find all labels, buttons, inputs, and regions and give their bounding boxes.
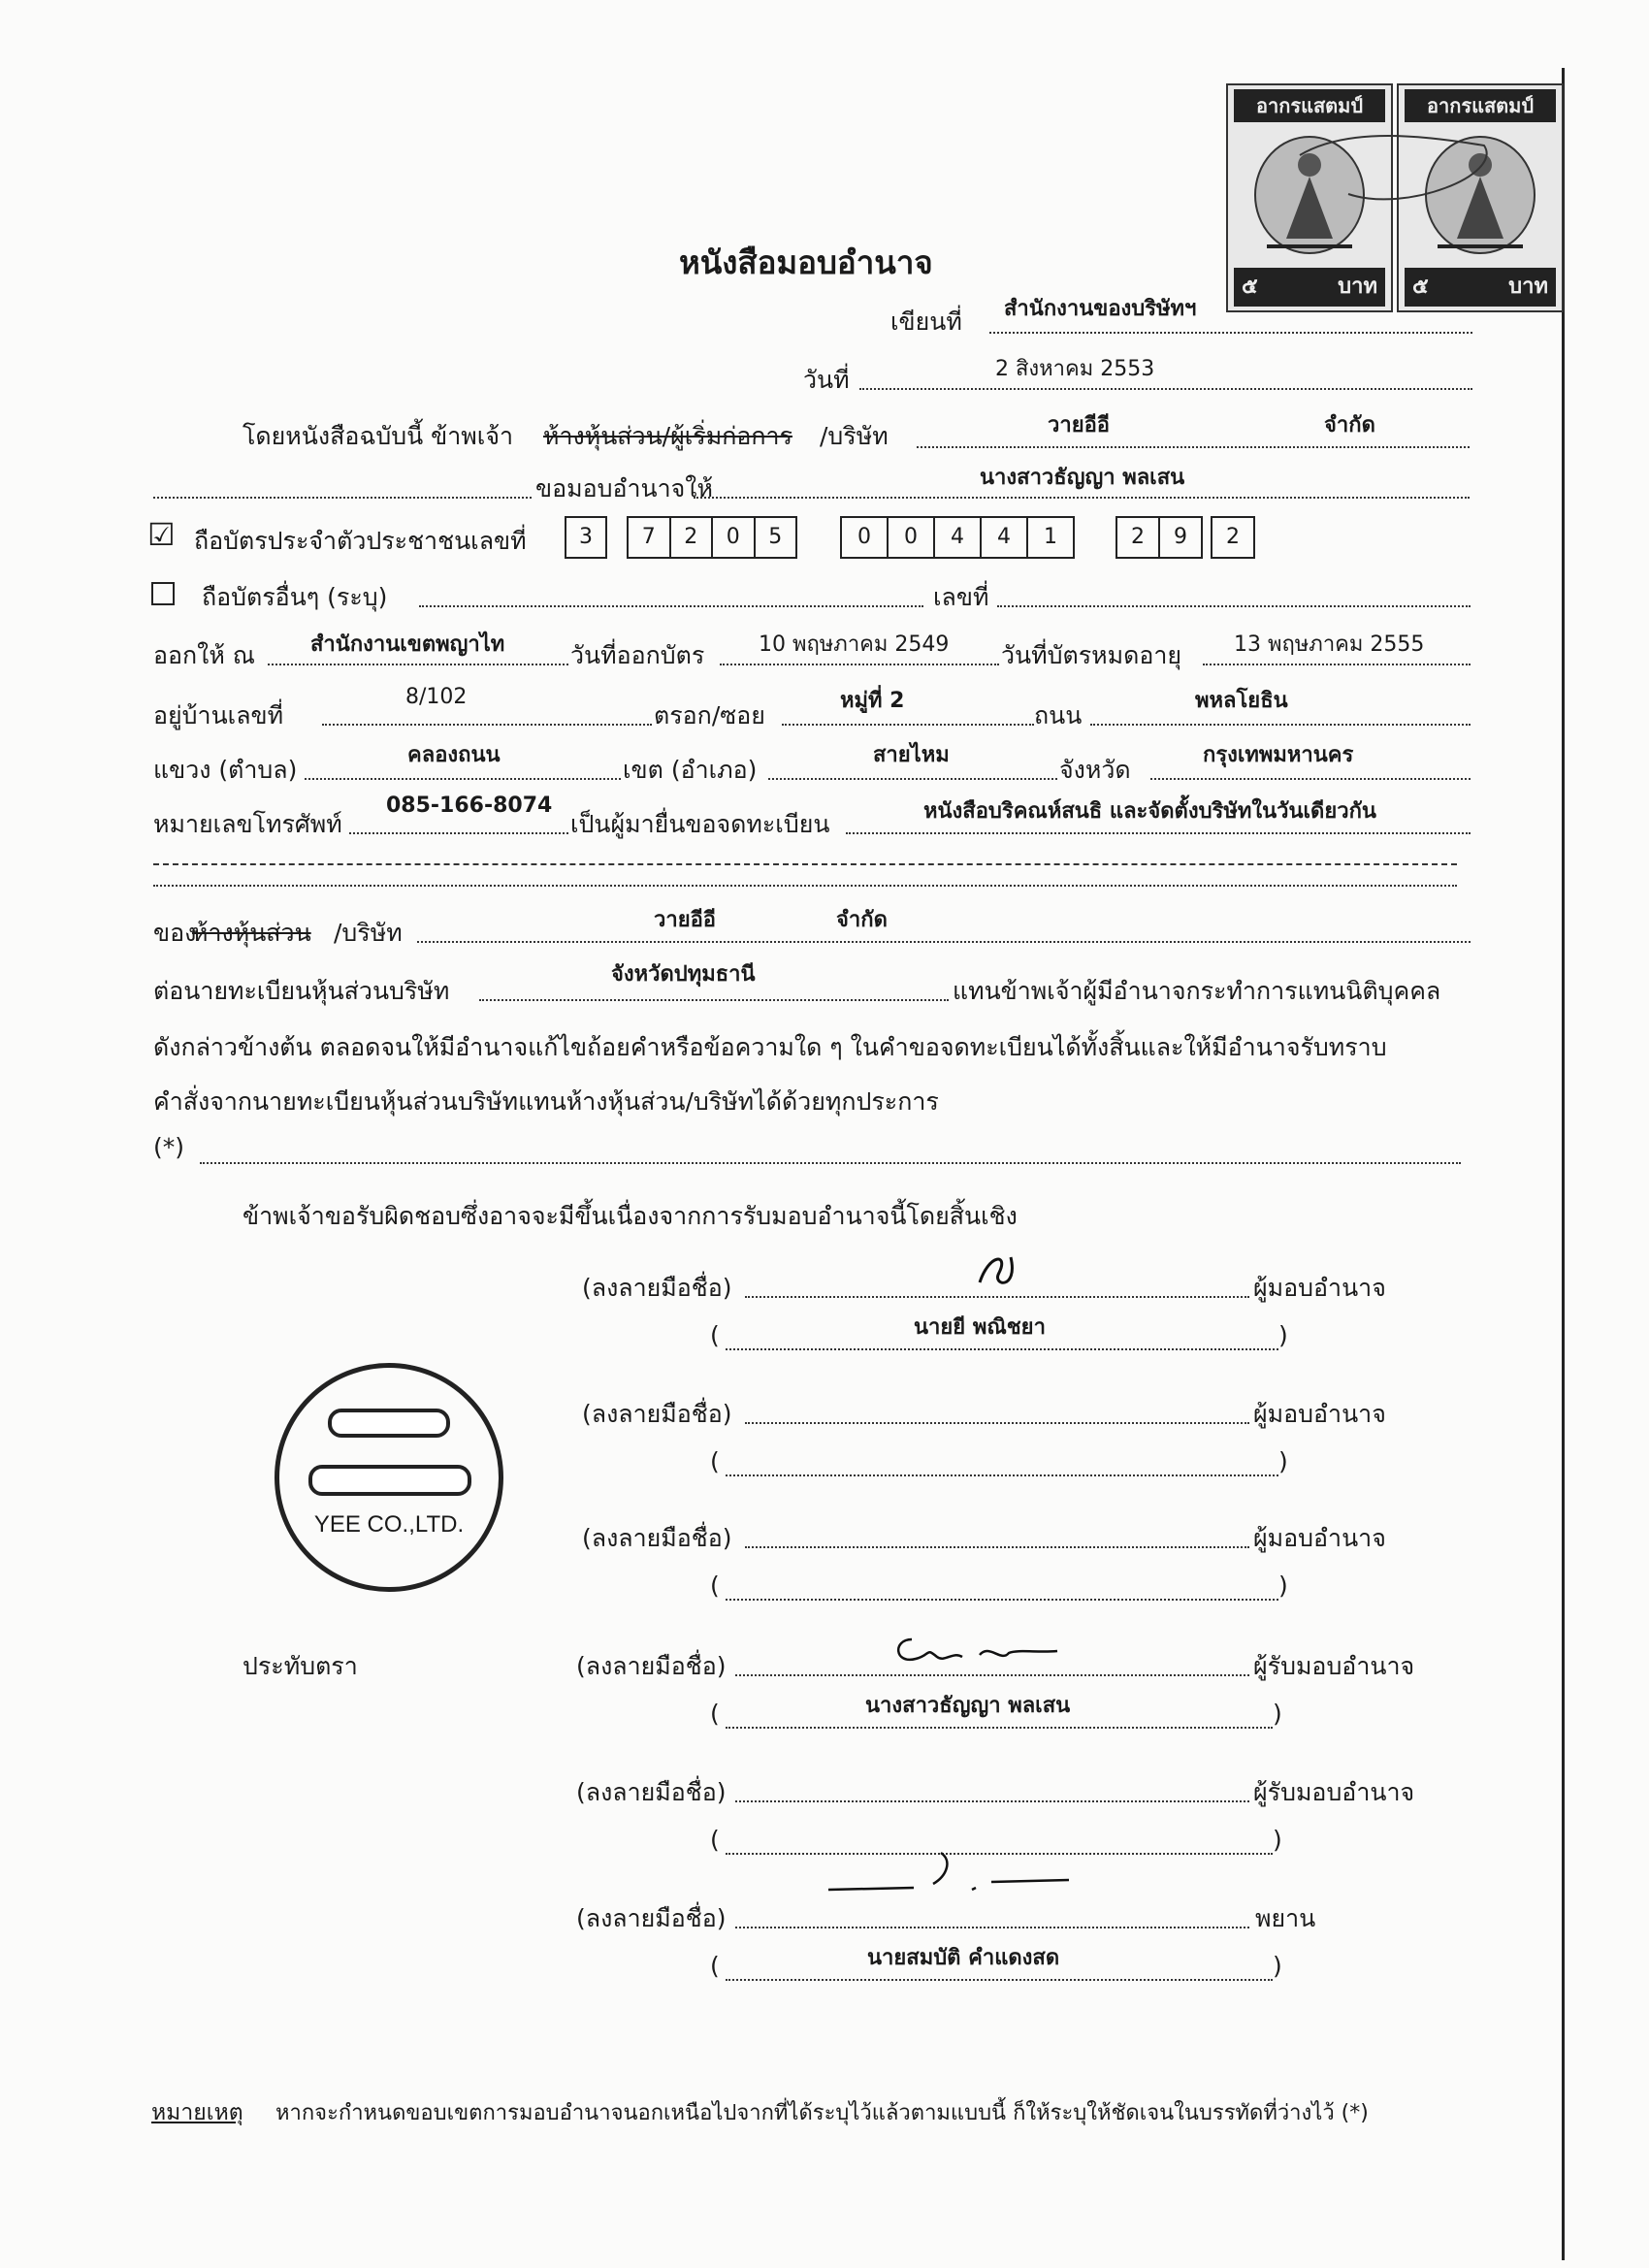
note-label: หมายเหตุ	[151, 2100, 243, 2125]
id-box-group-1	[565, 516, 607, 559]
stamp-footer	[1405, 268, 1556, 307]
id-box-group-5	[1211, 516, 1255, 559]
id-digit: 2	[1117, 518, 1160, 557]
purpose-value: หนังสือบริคณห์สนธิ และจัดตั้งบริษัทในวันเดียวกัน	[923, 799, 1376, 824]
body-line-2: คำสั่งจากนายทะเบียนหุ้นส่วนบริษัทแทนห้างหุ้นส่วน/บริษัทได้ด้วยทุกประการ	[153, 1087, 939, 1116]
id-box-group-2	[627, 516, 797, 559]
expire-date-line	[1203, 664, 1471, 665]
body-line-1: ดังกล่าวข้างต้น ตลอดจนให้มีอำนาจแก้ไขถ้อยคำหรือข้อความใด ๆ ในคำขอจดทะเบียนได้ทั้งสิ้นและให้มีอำนาจรับทราบ	[153, 1033, 1387, 1061]
grant-prefix: โดยหนังสือฉบับนี้ ข้าพเจ้า	[242, 422, 514, 450]
of-company-name: วายอีอี	[654, 908, 717, 932]
sign-paren-close-5: )	[1273, 1826, 1282, 1854]
soi-line	[782, 724, 1034, 726]
grantee-name: นางสาวธัญญา พลเสน	[980, 466, 1185, 490]
sign-name-1: นายยี พณิชยา	[914, 1315, 1046, 1340]
written-at-value: สำนักงานของบริษัทฯ	[1004, 297, 1197, 321]
sign-name-4: นางสาวธัญญา พลเสน	[865, 1694, 1071, 1718]
of-company-prefix: ของ	[153, 919, 197, 947]
sign-paren-open-1: (	[710, 1321, 720, 1349]
district-value: สายไหม	[873, 743, 950, 767]
phone-line	[349, 832, 568, 834]
house-no-value: 8/102	[405, 685, 468, 709]
sign-role-4: ผู้รับมอบอำนาจ	[1253, 1652, 1415, 1680]
id-card-label: ถือบัตรประจำตัวประชาชนเลขที่	[194, 527, 527, 555]
sign-name-line-1	[726, 1348, 1278, 1350]
registrar-tail: แทนข้าพเจ้าผู้มีอำนาจกระทำการแทนนิติบุคคล	[953, 977, 1441, 1005]
of-company-suffix: /บริษัท	[334, 919, 403, 947]
phone-value: 085-166-8074	[386, 794, 553, 818]
road-label: ถนน	[1034, 701, 1083, 729]
responsibility-text: ข้าพเจ้าขอรับผิดชอบซึ่งอาจจะมีขึ้นเนื่องจากการรับมอบอำนาจนี้โดยสิ้นเชิง	[242, 1202, 1018, 1230]
page-edge	[1562, 68, 1565, 2260]
sign-paren-open-5: (	[710, 1826, 720, 1854]
issue-at-label: ออกให้ ณ	[153, 641, 255, 669]
id-box-group-3	[840, 516, 1075, 559]
stamp-value: ๕	[1242, 275, 1258, 299]
sign-paren-close-2: )	[1278, 1447, 1288, 1475]
company-seal	[275, 1363, 503, 1592]
sign-label-4: (ลงลายมือชื่อ)	[576, 1652, 727, 1680]
written-at-line	[989, 332, 1472, 334]
stamp-unit: บาท	[1508, 275, 1548, 299]
date-value: 2 สิงหาคม 2553	[995, 357, 1155, 381]
blank-line-1	[153, 863, 1457, 865]
sign-paren-open-6: (	[710, 1952, 720, 1980]
grant-leading-line	[153, 497, 532, 499]
house-no-line	[322, 724, 652, 726]
sign-label-2: (ลงลายมือชื่อ)	[582, 1400, 732, 1428]
id-digit: 3	[579, 525, 593, 549]
asterisk-marker: (*)	[153, 1133, 185, 1161]
province-line	[1150, 778, 1471, 780]
phone-label: หมายเลขโทรศัพท์	[153, 810, 342, 838]
id-digit: 4	[935, 518, 982, 557]
sign-line-5	[735, 1800, 1249, 1802]
id-digit: 9	[1174, 525, 1187, 549]
stamp-header: อากรแสตมป์	[1405, 89, 1556, 122]
sign-line-6	[735, 1927, 1249, 1928]
signature-4	[892, 1630, 1067, 1672]
subdistrict-value: คลองถนน	[407, 743, 501, 767]
sign-paren-close-3: )	[1278, 1571, 1288, 1600]
id-digit: 0	[889, 518, 935, 557]
registrar-label: ต่อนายทะเบียนหุ้นส่วนบริษัท	[153, 977, 450, 1005]
other-card-line	[419, 605, 923, 607]
soi-label: ตรอก/ซอย	[654, 701, 765, 729]
sign-line-2	[745, 1422, 1249, 1424]
purpose-label: เป็นผู้มายื่นขอจดทะเบียน	[570, 810, 830, 838]
seal-bar-top	[328, 1409, 450, 1438]
registrar-line	[479, 999, 949, 1001]
issue-date-line	[720, 664, 999, 665]
signature-1	[970, 1244, 1028, 1298]
id-digit: 1	[1044, 525, 1057, 549]
district-label: เขต (อำเภอ)	[623, 756, 758, 784]
id-box-group-4	[1116, 516, 1203, 559]
issue-at-value: สำนักงานเขตพญาไท	[310, 632, 505, 657]
blank-line-2	[153, 885, 1457, 887]
sign-role-3: ผู้มอบอำนาจ	[1253, 1524, 1386, 1552]
sign-paren-open-3: (	[710, 1571, 720, 1600]
sign-role-5: ผู้รับมอบอำนาจ	[1253, 1778, 1415, 1806]
expire-date-label: วันที่บัตรหมดอายุ	[1001, 641, 1182, 669]
sign-name-line-3	[726, 1599, 1278, 1601]
sign-line-4	[735, 1674, 1249, 1676]
other-card-no-line	[997, 605, 1471, 607]
issue-at-line	[268, 664, 568, 665]
other-card-label: ถือบัตรอื่นๆ (ระบุ)	[202, 583, 388, 611]
signature-6	[826, 1847, 1069, 1901]
house-no-label: อยู่บ้านเลขที่	[153, 701, 284, 729]
note-text: หากจะกำหนดขอบเขตการมอบอำนาจนอกเหนือไปจากที่ได้ระบุไว้แล้วตามแบบนี้ ก็ให้ระบุให้ชัดเจนในบรรทัดที่ว่างไว้ (*)	[275, 2101, 1369, 2125]
sign-paren-close-1: )	[1278, 1321, 1288, 1349]
asterisk-line	[200, 1162, 1461, 1164]
subdistrict-label: แขวง (ตำบล)	[153, 756, 298, 784]
id-card-checkbox[interactable]: ☑	[147, 516, 176, 553]
sign-label-5: (ลงลายมือชื่อ)	[576, 1778, 727, 1806]
sign-label-6: (ลงลายมือชื่อ)	[576, 1904, 727, 1932]
sign-paren-close-4: )	[1273, 1700, 1282, 1728]
id-digit: 0	[842, 518, 889, 557]
stamp-unit: บาท	[1338, 275, 1377, 299]
written-at-label: เขียนที่	[890, 308, 962, 336]
issue-date-value: 10 พฤษภาคม 2549	[759, 632, 950, 657]
stamp-value: ๕	[1412, 275, 1429, 299]
of-company-line	[417, 941, 1471, 943]
moo-value: หมู่ที่ 2	[840, 689, 905, 713]
date-label: วันที่	[803, 366, 850, 394]
grant-company-name: วายอีอี	[1048, 413, 1111, 437]
sign-label-1: (ลงลายมือชื่อ)	[582, 1274, 732, 1302]
province-value: กรุงเทพมหานคร	[1203, 743, 1354, 767]
purpose-line	[846, 832, 1471, 834]
page-title: หนังสือมอบอำนาจ	[679, 243, 933, 281]
grant-company-label: /บริษัท	[820, 422, 889, 450]
sign-role-1: ผู้มอบอำนาจ	[1253, 1274, 1386, 1302]
sign-name-line-2	[726, 1474, 1278, 1476]
other-card-checkbox[interactable]	[151, 582, 175, 605]
province-label: จังหวัด	[1059, 756, 1131, 784]
sign-name-line-4	[726, 1727, 1273, 1729]
seal-label: YEE CO.,LTD.	[313, 1511, 465, 1538]
sign-line-3	[745, 1546, 1249, 1548]
district-line	[768, 778, 1057, 780]
seal-caption: ประทับตรา	[242, 1652, 358, 1680]
stamp-footer	[1234, 268, 1385, 307]
date-line	[859, 388, 1472, 390]
seal-bar-bottom	[308, 1465, 471, 1496]
sign-paren-close-6: )	[1273, 1952, 1282, 1980]
stamp-header: อากรแสตมป์	[1234, 89, 1385, 122]
sign-name-6: นายสมบัติ คำแดงสด	[867, 1946, 1060, 1970]
sign-paren-open-2: (	[710, 1447, 720, 1475]
grantee-line	[694, 497, 1470, 499]
road-line	[1090, 724, 1471, 726]
grant-company-line	[917, 446, 1470, 448]
registrar-value: จังหวัดปทุมธานี	[611, 962, 756, 987]
sign-role-6: พยาน	[1255, 1904, 1316, 1932]
id-digit: 5	[768, 525, 783, 549]
expire-date-value: 13 พฤษภาคม 2555	[1234, 632, 1425, 657]
of-company-name-suffix: จำกัด	[836, 908, 888, 932]
sign-role-2: ผู้มอบอำนาจ	[1253, 1400, 1386, 1428]
issue-date-label: วันที่ออกบัตร	[570, 641, 705, 669]
id-digit: 7	[629, 518, 671, 557]
id-digit: 4	[982, 518, 1028, 557]
id-digit: 2	[671, 518, 714, 557]
sign-label-3: (ลงลายมือชื่อ)	[582, 1524, 732, 1552]
sign-name-line-6	[726, 1979, 1273, 1981]
sign-paren-open-4: (	[710, 1700, 720, 1728]
grant-company-suffix: จำกัด	[1324, 413, 1375, 437]
id-digit: 2	[1226, 525, 1240, 549]
id-digit: 0	[713, 518, 756, 557]
stamp-cancel-scribble	[1290, 116, 1513, 223]
grant-label: ขอมอบอำนาจให้	[535, 474, 713, 502]
subdistrict-line	[305, 778, 621, 780]
grant-struck-text: ห้างหุ้นส่วน/ผู้เริ่มก่อการ	[543, 422, 792, 450]
road-value: พหลโยธิน	[1195, 689, 1288, 713]
of-company-struck: ห้างหุ้นส่วน	[192, 919, 311, 947]
other-card-no-label: เลขที่	[933, 583, 989, 611]
